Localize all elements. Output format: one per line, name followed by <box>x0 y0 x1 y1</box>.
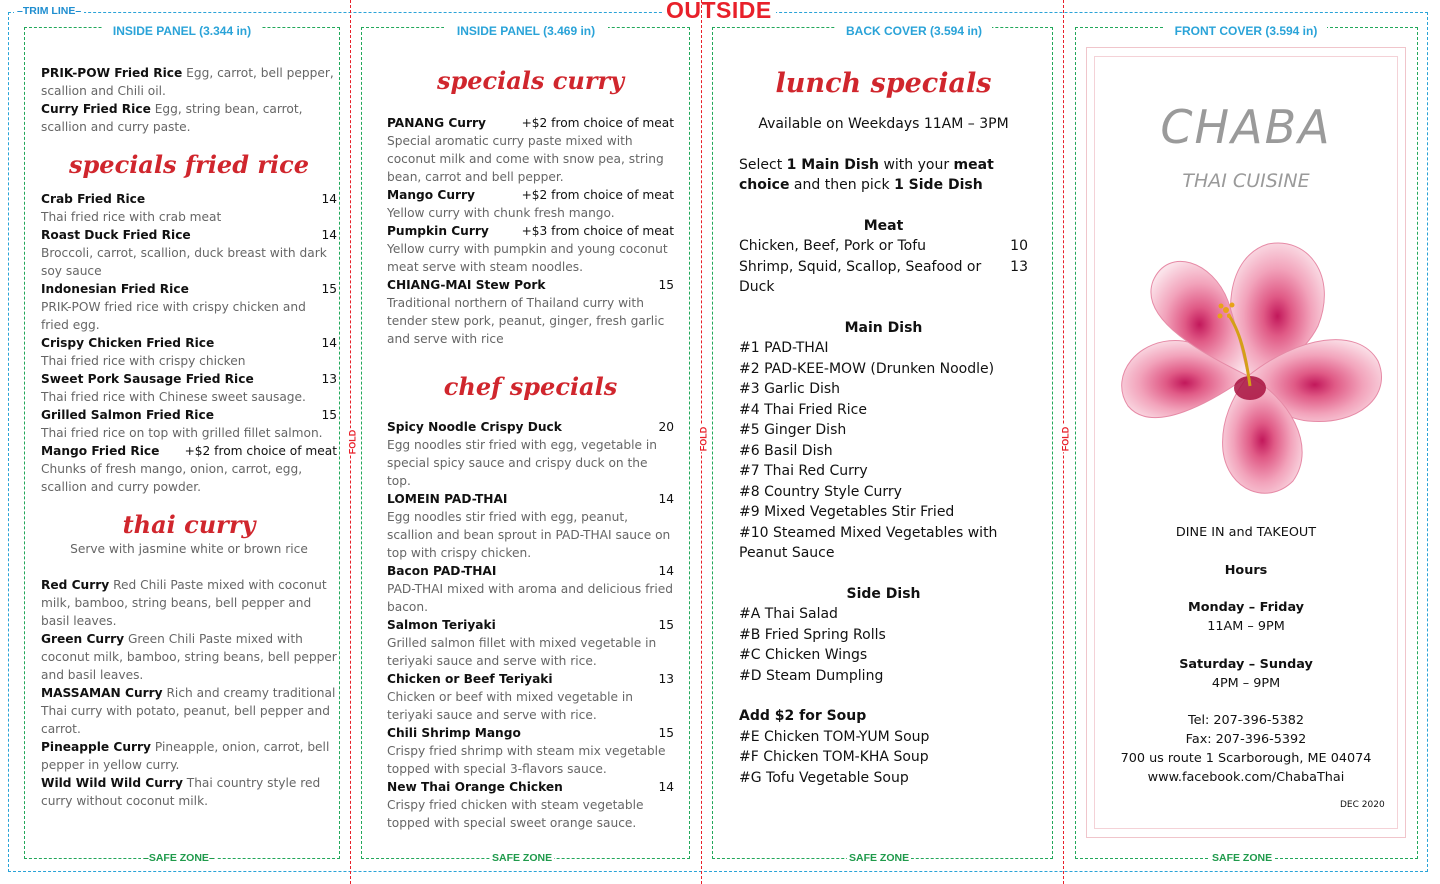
menu-item-name: CHIANG-MAI Stew Pork <box>387 278 546 292</box>
menu-item-row <box>387 670 674 688</box>
menu-item-desc: Crispy fried chicken with steam vegetable topped with special sweet orange sauce. <box>387 798 644 830</box>
safe-zone-label: SAFE ZONE <box>492 852 553 864</box>
panel-label: FRONT COVER (3.594 in) <box>1165 24 1327 38</box>
menu-item-name: Mango Curry <box>387 188 475 202</box>
lunch-list-item: #7 Thai Red Curry <box>739 463 868 479</box>
menu-item-name: Wild Wild Wild Curry <box>41 776 183 790</box>
meat-title: Meat <box>863 217 904 234</box>
menu-item <box>387 418 674 490</box>
menu-item-desc: Egg noodles stir fried with egg, vegetable in special spicy sauce and crispy duck on the top. <box>387 438 657 488</box>
side-dish-list <box>739 604 1028 686</box>
menu-item <box>387 114 674 186</box>
lunch-list-item: #D Steam Dumpling <box>739 667 884 684</box>
lunch-list-item: #4 Thai Fried Rice <box>739 401 867 418</box>
lunch-list-item: #1 PAD-THAI <box>739 340 829 356</box>
intro-items <box>41 64 337 136</box>
menu-item-name: Spicy Noodle Crispy Duck <box>387 420 562 434</box>
lunch-list-item: #9 Mixed Vegetables Stir Fried <box>739 504 955 520</box>
section-heading-fried-rice: specials fried rice <box>69 150 309 179</box>
menu-item <box>41 190 337 226</box>
menu-item-price: 15 <box>658 618 674 632</box>
lunch-list-item: #8 Country Style Curry <box>739 483 902 500</box>
menu-item-row <box>41 370 337 388</box>
menu-item-name: LOMEIN PAD-THAI <box>387 492 508 506</box>
thai-curry-subtitle: Serve with jasmine white or brown rice <box>70 542 308 556</box>
menu-item-desc: Special aromatic curry paste mixed with coconut milk and come with snow pea, string bean, carrot and bell pepper. <box>387 134 664 184</box>
menu-item-name: Crispy Chicken Fried Rice <box>41 336 215 350</box>
section-heading-lunch-specials: lunch specials <box>775 68 992 99</box>
menu-item-desc: PAD-THAI mixed with aroma and delicious fried bacon. <box>387 582 674 614</box>
lunch-list-item: #5 Ginger Dish <box>739 422 847 438</box>
lunch-list-item: #F Chicken TOM-KHA Soup <box>739 749 929 765</box>
safe-zone-label: –SAFE ZONE– <box>143 852 215 864</box>
menu-item-price: 13 <box>321 372 337 386</box>
menu-item-desc: Egg noodles stir fried with egg, peanut, scallion and bean sprout in PAD-THAI sauce on top with crispy chicken. <box>387 510 671 560</box>
menu-item-desc: PRIK-POW fried rice with crispy chicken and fried egg. <box>41 300 306 332</box>
menu-item-row <box>387 724 674 742</box>
menu-item-name: PANANG Curry <box>387 116 486 130</box>
menu-item-row <box>41 442 337 460</box>
menu-item <box>387 276 674 348</box>
main-dish-list <box>739 338 1028 564</box>
weekend-hours: 4PM – 9PM <box>1211 676 1281 691</box>
website: www.facebook.com/ChabaThai <box>1147 770 1345 785</box>
lunch-availability: Available on Weekdays 11AM – 3PM <box>758 116 1009 132</box>
lunch-list-item: #10 Steamed Mixed Vegetables with Peanut Sauce <box>739 524 998 561</box>
menu-item-desc: Grilled salmon fillet with mixed vegetable in teriyaki sauce and serve with rice. <box>387 636 657 668</box>
menu-item <box>41 774 337 810</box>
menu-item-name: Chili Shrimp Mango <box>387 726 521 740</box>
menu-item-price: 14 <box>321 228 337 242</box>
fold-label: FOLD <box>347 429 358 455</box>
menu-item-price: +$2 from choice of meat <box>521 116 674 130</box>
menu-item-row <box>387 222 674 240</box>
meat-option <box>739 257 1028 298</box>
menu-item <box>387 490 674 562</box>
panel-label: INSIDE PANEL (3.469 in) <box>444 24 608 38</box>
menu-item-name: Indonesian Fried Rice <box>41 282 189 296</box>
inside-panel-1 <box>41 64 337 810</box>
menu-item-name: Salmon Teriyaki <box>387 618 496 632</box>
weekday-hours: 11AM – 9PM <box>1207 619 1285 634</box>
back-cover <box>739 66 1028 788</box>
dine-in-takeout: DINE IN and TAKEOUT <box>1175 525 1317 540</box>
menu-item-row <box>387 490 674 508</box>
menu-item-name: Grilled Salmon Fried Rice <box>41 408 214 422</box>
print-date: DEC 2020 <box>1340 800 1385 810</box>
menu-item-row <box>41 334 337 352</box>
menu-item-price: 15 <box>658 278 674 292</box>
menu-item-desc: Rich and creamy traditional Thai curry with potato, peanut, bell pepper and carrot. <box>41 686 336 736</box>
menu-item-row <box>41 226 337 244</box>
phone-number: Tel: 207-396-5382 <box>1187 713 1305 728</box>
soup-list <box>739 727 1028 789</box>
weekend-label: Saturday – Sunday <box>1179 657 1313 672</box>
lunch-list-item: #E Chicken TOM-YUM Soup <box>739 728 930 745</box>
lunch-list-item: #3 Garlic Dish <box>739 381 841 397</box>
menu-item-desc: Thai fried rice with Chinese sweet sausage. <box>41 390 306 404</box>
menu-item-price: 15 <box>321 408 337 422</box>
menu-item-desc: Crispy fried shrimp with steam mix vegetable topped with special 3-flavors sauce. <box>387 744 666 776</box>
meat-option-label: Chicken, Beef, Pork or Tofu <box>739 238 927 254</box>
menu-item <box>387 724 674 778</box>
menu-item-desc: Thai fried rice with crab meat <box>41 210 222 224</box>
weekday-label: Monday – Friday <box>1187 600 1305 615</box>
menu-item-desc: Chunks of fresh mango, onion, carrot, egg, scallion and curry powder. <box>41 462 303 494</box>
menu-item-desc: Traditional northern of Thailand curry with tender stew pork, peanut, ginger, fresh garlic and serve with rice <box>387 296 665 346</box>
lunch-list-item: #B Fried Spring Rolls <box>739 626 886 643</box>
brand-logo: CHABA <box>1160 100 1332 154</box>
fold-label: FOLD <box>1060 426 1071 452</box>
meat-option-label: Shrimp, Squid, Scallop, Seafood or Duck <box>739 258 982 295</box>
outside-title: OUTSIDE <box>662 0 776 24</box>
chef-specials-list <box>387 418 674 832</box>
lunch-list-item: #C Chicken Wings <box>739 647 868 663</box>
menu-item <box>387 616 674 670</box>
menu-item <box>41 100 337 136</box>
menu-item-price: 13 <box>658 672 674 686</box>
menu-item-desc: Broccoli, carrot, scallion, duck breast with dark soy sauce <box>41 246 327 278</box>
trim-line-label: –TRIM LINE– <box>14 5 84 17</box>
menu-item-price: +$2 from choice of meat <box>521 188 674 202</box>
fried-rice-list <box>41 190 337 496</box>
meat-list <box>739 236 1028 298</box>
menu-item <box>387 670 674 724</box>
menu-item-row <box>387 418 674 436</box>
menu-item <box>41 406 337 442</box>
menu-item <box>41 630 337 684</box>
menu-item-desc: Yellow curry with pumpkin and young coconut meat serve with steam noodles. <box>387 242 668 274</box>
menu-item-desc: Yellow curry with chunk fresh mango. <box>387 206 615 220</box>
menu-item-desc: Thai fried rice with crispy chicken <box>41 354 246 368</box>
menu-item-desc: Egg, carrot, bell pepper, scallion and Chili oil. <box>41 66 334 98</box>
menu-item-desc: Egg, string bean, carrot, scallion and curry paste. <box>41 102 303 134</box>
menu-item-name: PRIK-POW Fried Rice <box>41 66 183 80</box>
menu-item-row <box>387 778 674 796</box>
menu-item-desc: Thai fried rice on top with grilled fillet salmon. <box>41 426 323 440</box>
menu-item-row <box>387 186 674 204</box>
menu-item-price: 14 <box>658 564 674 578</box>
hibiscus-flower-icon <box>1108 236 1388 498</box>
section-heading-specials-curry: specials curry <box>436 66 625 95</box>
menu-item-name: MASSAMAN Curry <box>41 686 163 700</box>
lunch-list-item: #A Thai Salad <box>739 606 838 622</box>
menu-item <box>41 64 337 100</box>
menu-item <box>41 684 337 738</box>
meat-option-price: 10 <box>1010 238 1028 254</box>
menu-item-name: Crab Fried Rice <box>41 192 146 206</box>
menu-item <box>41 738 337 774</box>
hours-title: Hours <box>1224 563 1268 578</box>
meat-option <box>739 236 1028 257</box>
menu-item <box>387 222 674 276</box>
brand-subtitle: THAI CUISINE <box>1182 170 1310 192</box>
menu-item-name: Green Curry <box>41 632 125 646</box>
menu-item-desc: Pineapple, onion, carrot, bell pepper in yellow curry. <box>41 740 330 772</box>
menu-item-name: Mango Fried Rice <box>41 444 160 458</box>
menu-item-name: Chicken or Beef Teriyaki <box>387 672 553 686</box>
menu-item-desc: Red Chili Paste mixed with coconut milk, bamboo, string beans, bell pepper and basil leaves. <box>41 578 327 628</box>
safe-zone-label: SAFE ZONE <box>849 852 910 864</box>
menu-item-name: Sweet Pork Sausage Fried Rice <box>41 372 254 386</box>
menu-item <box>41 280 337 334</box>
lunch-list-item: #6 Basil Dish <box>739 442 833 459</box>
menu-item <box>41 370 337 406</box>
menu-item-name: New Thai Orange Chicken <box>387 780 563 794</box>
menu-item-desc: Green Chili Paste mixed with coconut milk, bamboo, string beans, bell pepper and basil leaves. <box>41 632 337 682</box>
specials-curry-list <box>387 114 674 348</box>
menu-item-price: 14 <box>658 780 674 794</box>
lunch-instructions: Select 1 Main Dish with your meat choice and then pick 1 Side Dish <box>739 156 994 193</box>
menu-item-row <box>387 114 674 132</box>
menu-item-desc: Thai country style red curry without coconut milk. <box>41 776 321 808</box>
menu-item-row <box>387 276 674 294</box>
section-heading-chef-specials: chef specials <box>443 372 618 401</box>
lunch-list-item: #G Tofu Vegetable Soup <box>739 769 909 786</box>
menu-item-row <box>387 616 674 634</box>
menu-item-row <box>41 406 337 424</box>
menu-item-name: Pineapple Curry <box>41 740 151 754</box>
fax-number: Fax: 207-396-5392 <box>1185 732 1307 747</box>
menu-item-price: +$2 from choice of meat <box>184 444 337 458</box>
menu-item-name: Pumpkin Curry <box>387 224 489 238</box>
menu-item-price: 20 <box>658 420 674 434</box>
menu-item <box>387 186 674 222</box>
menu-item-price: +$3 from choice of meat <box>521 224 674 238</box>
section-heading-thai-curry: thai curry <box>122 510 256 539</box>
inside-panel-2 <box>387 66 674 832</box>
menu-item-row <box>387 562 674 580</box>
thai-curry-list <box>41 576 337 810</box>
menu-item <box>387 778 674 832</box>
side-dish-title: Side Dish <box>846 585 921 602</box>
fold-label: FOLD <box>698 426 709 452</box>
lunch-list-item: #2 PAD-KEE-MOW (Drunken Noodle) <box>739 360 995 377</box>
menu-item-price: 15 <box>321 282 337 296</box>
menu-item-price: 14 <box>321 192 337 206</box>
soup-title: Add $2 for Soup <box>739 708 867 724</box>
menu-item-price: 14 <box>321 336 337 350</box>
main-dish-title: Main Dish <box>844 319 923 336</box>
menu-item-name: Roast Duck Fried Rice <box>41 228 191 242</box>
menu-item-name: Bacon PAD-THAI <box>387 564 497 578</box>
menu-item-row <box>41 190 337 208</box>
meat-option-price: 13 <box>1010 258 1028 275</box>
menu-item <box>41 576 337 630</box>
menu-item <box>41 334 337 370</box>
menu-item <box>41 442 337 496</box>
safe-zone-label: SAFE ZONE <box>1212 852 1273 864</box>
menu-item-name: Red Curry <box>41 578 110 592</box>
menu-item-price: 14 <box>658 492 674 506</box>
menu-item <box>41 226 337 280</box>
menu-item <box>387 562 674 616</box>
menu-item-name: Curry Fried Rice <box>41 102 151 116</box>
menu-item-row <box>41 280 337 298</box>
panel-label: BACK COVER (3.594 in) <box>836 24 992 38</box>
menu-item-desc: Chicken or beef with mixed vegetable in teriyaki sauce and serve with rice. <box>387 690 634 722</box>
address: 700 us route 1 Scarborough, ME 04074 <box>1120 751 1372 766</box>
menu-item-price: 15 <box>658 726 674 740</box>
panel-label: INSIDE PANEL (3.344 in) <box>102 24 262 38</box>
